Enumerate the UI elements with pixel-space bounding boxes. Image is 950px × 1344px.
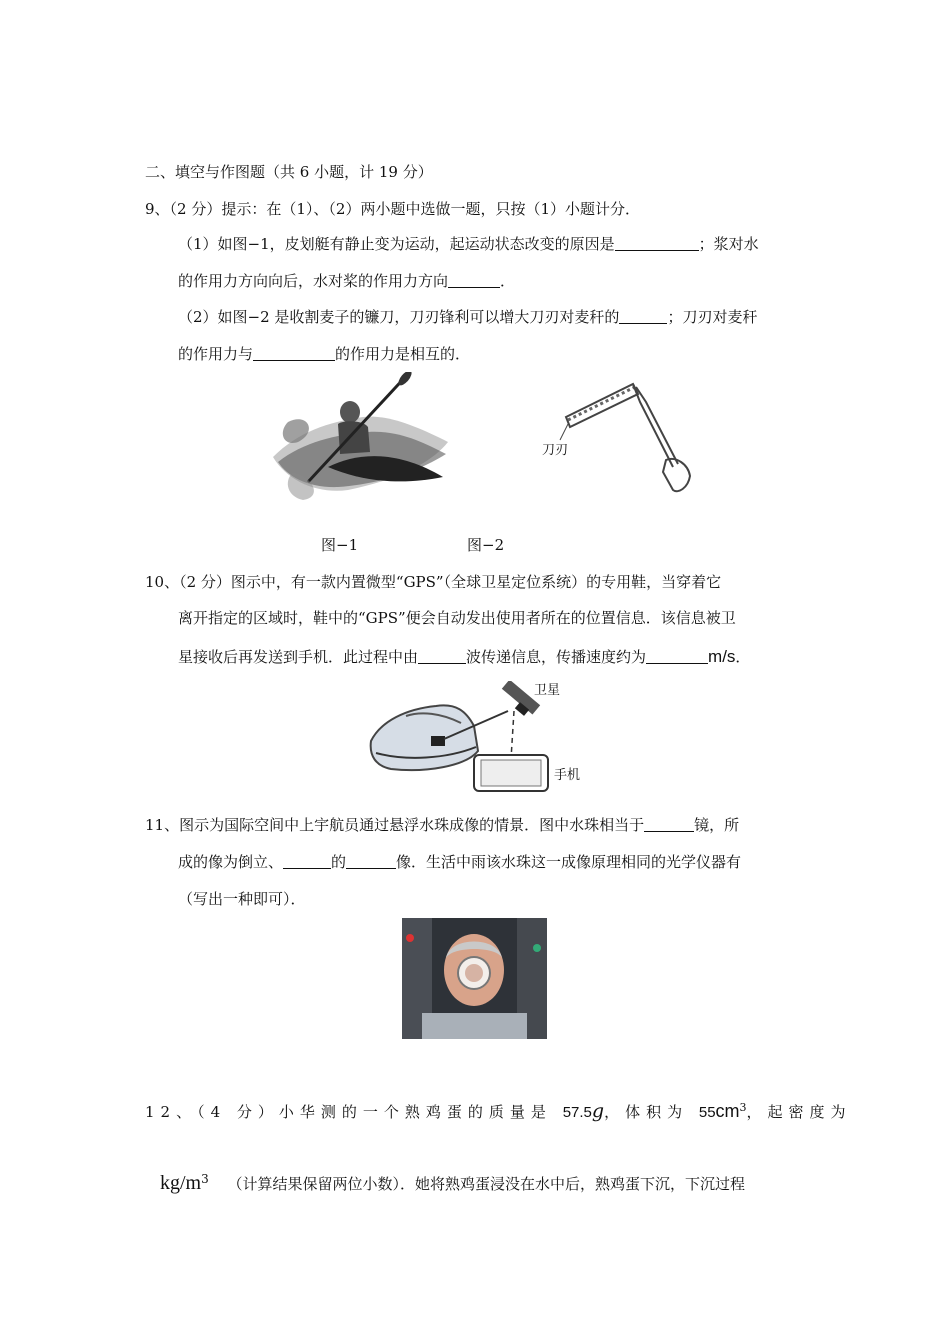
answer-blank[interactable]: [619, 307, 667, 324]
q9-p1-text-b: ；浆对水: [698, 235, 759, 253]
answer-blank[interactable]: [418, 647, 466, 664]
q11-text-c2: 像．生活中雨该水珠这一成像原理相同的光学仪器有: [396, 853, 742, 871]
q12-text-line2: （计算结果保留两位小数）．她将熟鸡蛋浸没在水中后，熟鸡蛋下沉，下沉过程: [227, 1175, 746, 1193]
q11-text-b: 镜，所: [694, 816, 740, 834]
q9-p1-text-d: ．: [500, 272, 516, 290]
volume-exponent: 3: [739, 1101, 747, 1114]
q9-part1-line2: [178, 270, 515, 292]
q10-text-b: 波传递信息，传播速度约为: [466, 648, 647, 666]
speed-unit: m/s: [708, 647, 736, 666]
q11-line3: （写出一种即可）．: [178, 890, 306, 908]
q9-part2-line1: [178, 306, 757, 328]
q10-text-a: 星接收后再发送到手机．此过程中由: [178, 648, 419, 666]
mass-unit: g: [591, 1100, 605, 1122]
density-unit: kg/m: [160, 1172, 202, 1194]
q12-line1: [145, 1097, 852, 1124]
sickle-illustration: [538, 372, 703, 504]
q12-text-c: ，起密度为: [746, 1103, 852, 1121]
q11-line2: [178, 851, 741, 873]
q11-text-a2: 成的像为倒立、: [178, 853, 284, 871]
q11-line1: [145, 814, 739, 836]
answer-blank[interactable]: [615, 234, 699, 251]
q9-p2-text-b: ；刀刃对麦秆: [667, 308, 758, 326]
density-exponent: 3: [201, 1172, 209, 1186]
blade-label: 刀刃: [542, 443, 569, 458]
q11-text-a: 11、图示为国际空间中上宇航员通过悬浮水珠成像的情景．图中水珠相当于: [145, 816, 645, 834]
answer-blank[interactable]: [253, 344, 335, 361]
figure-kayak: [268, 372, 453, 504]
answer-blank[interactable]: [646, 647, 708, 664]
volume-unit: cm: [715, 1101, 740, 1121]
figure-caption-2: 图−2: [467, 536, 505, 554]
q10-text-end: ．: [735, 648, 751, 666]
q9-part1-line1: [178, 233, 759, 255]
q12-text-a: 12、（4 分）小华测的一个熟鸡蛋的质量是: [145, 1103, 552, 1121]
phone-label: 手机: [554, 768, 581, 783]
q9-part2-line2: [178, 343, 470, 365]
mass-value: 57.5: [562, 1104, 592, 1121]
answer-blank[interactable]: [346, 852, 396, 869]
satellite-label: 卫星: [534, 683, 561, 698]
q9-p1-text-a: （1）如图−1，皮划艇有静止变为运动，起运动状态改变的原因是: [178, 235, 615, 253]
answer-blank[interactable]: [283, 852, 331, 869]
q9-p2-text-a: （2）如图−2 是收割麦子的镰刀，刀刃锋利可以增大刀刃对麦秆的: [178, 308, 620, 326]
figure-gps-shoe: [366, 681, 586, 793]
q9-p2-text-c: 的作用力与: [178, 345, 254, 363]
q10-line3: [178, 646, 750, 668]
figure-astronaut-photo: [402, 918, 547, 1039]
astronaut-photo: [402, 918, 547, 1039]
kayak-illustration: [268, 372, 453, 504]
q12-text-b: ，体积为: [604, 1103, 689, 1121]
volume-value: 55: [698, 1104, 716, 1121]
q9-p2-text-d: 的作用力是相互的．: [335, 345, 471, 363]
q10-line1: 10、（2 分）图示中，有一款内置微型“GPS”（全球卫星定位系统）的专用鞋，当穿着它: [145, 573, 722, 591]
q10-line2: 离开指定的区域时，鞋中的“GPS”便会自动发出使用者所在的位置信息．该信息被卫: [178, 609, 736, 627]
q12-line2: [160, 1168, 745, 1195]
q9-p1-text-c: 的作用力方向向后，水对桨的作用力方向: [178, 272, 449, 290]
answer-blank[interactable]: [448, 271, 500, 288]
figure-caption-1: 图−1: [321, 536, 359, 554]
q11-text-b2: 的: [331, 853, 347, 871]
answer-blank[interactable]: [644, 815, 694, 832]
section-title: 二、填空与作图题（共 6 小题，计 19 分）: [145, 163, 433, 181]
q9-stem: 9、（2 分）提示：在（1）、（2）两小题中选做一题，只按（1）小题计分．: [145, 200, 640, 218]
figure-sickle: [538, 372, 703, 504]
